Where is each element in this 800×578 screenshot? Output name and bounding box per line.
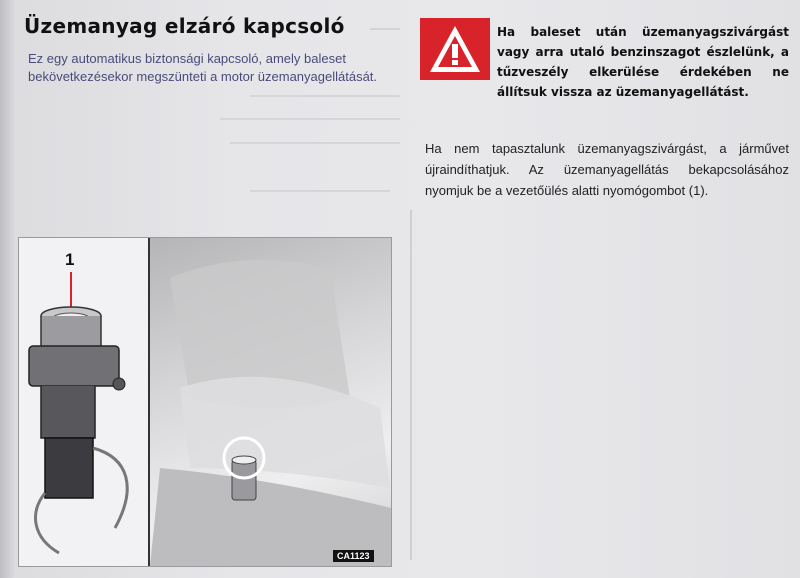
figure-fuel-cutoff-switch <box>18 237 392 567</box>
figure-code: CA1123 <box>333 550 374 562</box>
seat-photo <box>150 238 391 566</box>
intro-paragraph: Ez egy automatikus biztonsági kapcsoló, amely baleset bekövetkezésekor megszünteti a motor üzemanyagellátását. <box>28 51 378 84</box>
page-binding-edge <box>0 0 14 578</box>
section-title: Üzemanyag elzáró kapcsoló <box>24 14 345 38</box>
column-divider <box>410 210 412 560</box>
figure-callout-label: 1 <box>65 250 75 269</box>
warning-text: Ha baleset után üzemanyagszivárgást vagy arra utaló benzinszagot észlelünk, a tűzveszély elkerülése érdekében ne állítsuk vissza az üzemanyagellátást. <box>497 25 789 99</box>
switch-illustration <box>19 238 149 566</box>
note-paragraph: Ha nem tapasztalunk üzemanyagszivárgást, a járművet újraindíthatjuk. Az üzemanyagellátás bekapcsolásához nyomjuk be a vezetőülés alatti nyomógombot (1). <box>425 141 789 198</box>
warning-triangle-icon <box>420 18 490 80</box>
